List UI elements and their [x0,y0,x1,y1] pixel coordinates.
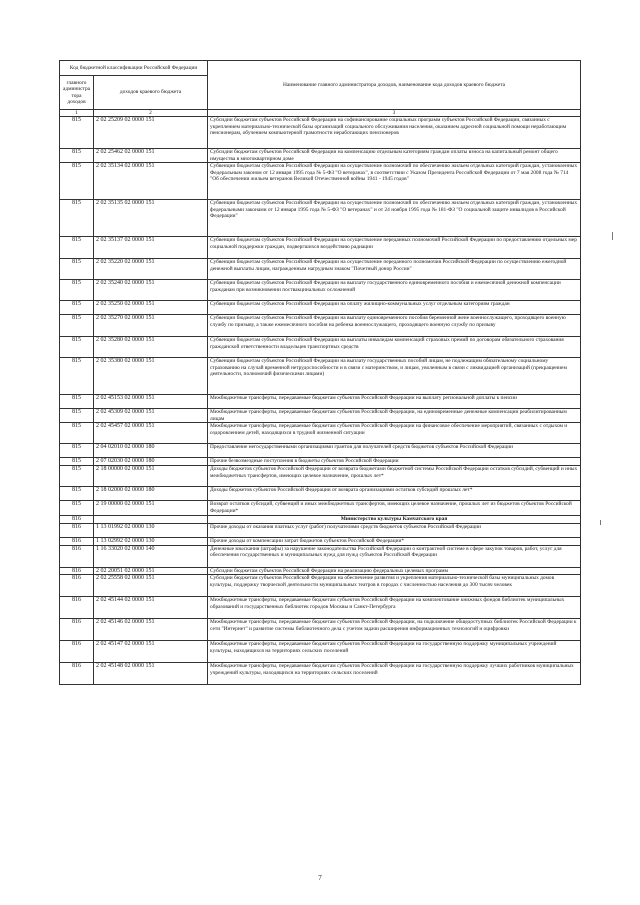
table-row [60,458,581,466]
revenue-code-cell: 2 04 02010 02 0000 180 [94,444,208,458]
admin-code-cell: 815 [60,465,94,486]
table-row [60,663,581,685]
revenue-name-cell: Субсидии бюджетам субъектов Российской Федерации на софинансирование социальных программ субъектов Российской Федерации, связанных с укреплением материально-технической базы организаций социального обслуживания населения, оказанием адресной социальной помощи неработающим пенсионерам, обучением компьютерной грамотности неработающих пенсионеров [208,117,581,149]
revenue-name-cell: Доходы бюджетов субъектов Российской Федерации от возврата организациями остатков субсидий прошлых лет* [208,486,581,500]
revenue-name-cell: Субсидии бюджетам субъектов Российской Федерации на обеспечение развития и укрепления материально-технической базы муниципальных домов культуры, поддержку творческой деятельности муниципальных театров в городах с численностью населения до 300 тысяч человек [208,575,581,597]
revenue-code-cell: 2 02 35280 02 0000 151 [94,337,208,358]
revenue-name-cell: Денежные взыскания (штрафы) за нарушение законодательства Российской Федерации о контрактной системе в сфере закупок товаров, работ, услуг для обеспечения государственных и муниципальных нужд для нужд субъектов Российской Федерации [208,545,581,567]
table-row [60,486,581,500]
column-index-2: 2 [94,110,208,117]
admin-code-cell: 815 [60,149,94,163]
table-row [60,163,581,200]
admin-column-header: главного администра тора доходов [60,76,94,110]
admin-code-cell: 816 [60,545,94,567]
admin-code-cell: 815 [60,117,94,149]
revenue-name-cell: Предоставление негосударственными организациями грантов для получателей средств бюджетов субъектов Российской Федерации [208,444,581,458]
table-row [60,515,581,523]
column-index-3: 3 [208,110,581,117]
table-row [60,259,581,280]
admin-code-cell: 815 [60,500,94,515]
admin-code-cell: 815 [60,486,94,500]
column-index-1: 1 [60,110,94,117]
revenue-code-cell: 1 13 01992 02 0000 130 [94,523,208,537]
revenue-code-cell: 2 19 00000 02 0000 151 [94,500,208,515]
admin-code-cell: 815 [60,458,94,466]
admin-code-cell: 816 [60,663,94,685]
revenue-code-cell: 2 02 20051 02 0000 151 [94,567,208,575]
name-column-header: Наименование главного администратора доходов, наименование кода доходов краевого бюджета [208,61,581,110]
revenue-name-cell: Субвенции бюджетам субъектов Российской Федерации на выплаты инвалидам компенсаций страховых премий по договорам обязательного страхования гражданской ответственности владельцев транспортных средств [208,337,581,358]
document-page [59,60,580,685]
revenue-code-cell: 2 02 45147 02 0000 151 [94,641,208,663]
revenue-name-cell: Межбюджетные трансферты, передаваемые бюджетам субъектов Российской Федерации на государственную поддержку муниципальных учреждений культуры, находящихся на территориях сельских поселений [208,641,581,663]
revenue-code-cell: 2 18 02000 02 0000 180 [94,486,208,500]
revenue-code-cell: 1 13 02992 02 0000 130 [94,537,208,545]
table-row [60,444,581,458]
table-row [60,200,581,237]
admin-code-cell: 815 [60,237,94,259]
revenue-code-cell: 2 02 25558 02 0000 151 [94,575,208,597]
table-row [60,500,581,515]
revenue-code-cell: 2 02 35240 02 0000 151 [94,280,208,301]
revenue-name-cell: Межбюджетные трансферты, передаваемые бюджетам субъектов Российской Федерации на финансовое обеспечение мероприятий, связанных с отдыхом и оздоровлением детей, находящихся в трудной жизненной ситуации [208,423,581,444]
table-row [60,619,581,641]
classification-header: Код бюджетной классификации Российской Федерации [60,61,208,76]
admin-code-cell: 815 [60,409,94,423]
scan-mark-right-lower [600,520,601,525]
table-row [60,567,581,575]
revenue-name-cell: Субвенции бюджетам субъектов Российской Федерации на осуществление полномочий по обеспечению жильем отдельных категорий граждан, установленных Федеральным законом от 12 января 1995 года № 5-ФЗ "О ветеранах", в соответствии с Указом Президента Российской Федерации от 7 мая 2008 года № 714 "Об обеспечении жильем ветеранов Великой Отечественной войны 1941 - 1945 годов" [208,163,581,200]
admin-code-cell: 815 [60,444,94,458]
revenue-name-cell: Субвенции бюджетам субъектов Российской Федерации на оплату жилищно-коммунальных услуг отдельным категориям граждан [208,301,581,315]
revenue-code-cell: 2 02 35137 02 0000 151 [94,237,208,259]
table-row [60,597,581,619]
scan-mark-right [612,232,613,240]
revenue-code-cell: 2 02 35134 02 0000 151 [94,163,208,200]
revenue-name-cell: Субвенции бюджетам субъектов Российской Федерации на осуществление переданных полномочий Российской Федерации по предоставлению отдельных мер социальной поддержки граждан, подвергшихся воздействию радиации [208,237,581,259]
table-row [60,337,581,358]
table-row [60,117,581,149]
revenue-name-cell: Субвенции бюджетам субъектов Российской Федерации на осуществление полномочий по обеспечению жильем отдельных категорий граждан, установленных федеральными законами от 12 января 1995 года № 5-ФЗ "О ветеранах" и от 24 ноября 1995 года № 181-ФЗ "О социальной защите инвалидов в Российской Федерации" [208,200,581,237]
admin-code-cell: 816 [60,515,94,523]
revenue-name-cell: Субвенции бюджетам субъектов Российской Федерации на осуществление переданного полномочия Российской Федерации по осуществлению ежегодной денежной выплаты лицам, награжденным нагрудным знаком "Почетный донор России" [208,259,581,280]
admin-code-cell: 815 [60,358,94,395]
admin-code-cell: 816 [60,597,94,619]
revenue-name-cell: Субвенции бюджетам субъектов Российской Федерации на выплату государственных пособий лицам, не подлежащим обязательному социальному страхованию на случай временной нетрудоспособности и в связи с материнством, и лицам, уволенным в связи с ликвидацией организаций (прекращением деятельности, полномочий физическими лицами) [208,358,581,395]
code-column-header: доходов краевого бюджета [94,76,208,110]
admin-code-cell: 816 [60,641,94,663]
admin-code-cell: 815 [60,315,94,337]
admin-code-cell: 815 [60,200,94,237]
revenue-name-cell: Субсидии бюджетам субъектов Российской Федерации на реализацию федеральных целевых программ [208,567,581,575]
revenue-name-cell: Межбюджетные трансферты, передаваемые бюджетам субъектов Российской Федерации на комплектование книжных фондов библиотек муниципальных образований и государственных библиотек городов Москвы и Санкт-Петербурга [208,597,581,619]
revenue-code-cell: 1 16 33020 02 0000 140 [94,545,208,567]
revenue-code-cell: 2 02 25209 02 0000 151 [94,117,208,149]
table-row [60,523,581,537]
revenue-code-cell: 2 07 02030 02 0000 180 [94,458,208,466]
admin-code-cell: 816 [60,567,94,575]
revenue-code-cell: 2 02 35135 02 0000 151 [94,200,208,237]
revenue-code-cell: 2 02 35270 02 0000 151 [94,315,208,337]
page-number: 7 [318,874,322,882]
table-row [60,641,581,663]
table-body [60,117,581,685]
table-row [60,149,581,163]
revenue-name-cell: Субвенции бюджетам субъектов Российской Федерации на выплату единовременного пособия беременной жене военнослужащего, проходящего военную службу по призыву, а также ежемесячного пособия на ребенка военнослужащего, проходящего военную службу по призыву [208,315,581,337]
revenue-name-cell: Межбюджетные трансферты, передаваемые бюджетам субъектов Российской Федерации на государственную поддержку лучших работников муниципальных учреждений культуры, находящихся на территориях сельских поселений [208,663,581,685]
revenue-code-cell: 2 02 35380 02 0000 151 [94,358,208,395]
admin-code-cell: 815 [60,395,94,409]
column-index-row [60,110,581,117]
revenue-name-cell: Прочие доходы от оказания платных услуг (работ) получателями средств бюджетов субъектов Российской Федерации [208,523,581,537]
revenue-code-cell: 2 02 45309 02 0000 151 [94,409,208,423]
revenue-name-cell: Межбюджетные трансферты, передаваемые бюджетам субъектов Российской Федерации на выплату региональной доплаты к пенсии [208,395,581,409]
revenue-name-cell: Субсидии бюджетам субъектов Российской Федерации на компенсацию отдельным категориям граждан оплаты взноса на капитальный ремонт общего имущества в многоквартирном доме [208,149,581,163]
table-row [60,395,581,409]
revenue-code-cell: 2 18 00000 02 0000 151 [94,465,208,486]
table-row [60,280,581,301]
admin-code-cell: 816 [60,537,94,545]
admin-code-cell: 815 [60,259,94,280]
revenue-code-cell: 2 02 45144 02 0000 151 [94,597,208,619]
admin-code-cell: 815 [60,163,94,200]
revenue-code-cell: 2 02 35250 02 0000 151 [94,301,208,315]
budget-classification-table [59,60,581,685]
table-row [60,575,581,597]
table-row [60,358,581,395]
revenue-code-cell: 2 02 45148 02 0000 151 [94,663,208,685]
table-row [60,301,581,315]
revenue-code-cell: 2 02 35220 02 0000 151 [94,259,208,280]
revenue-name-cell: Возврат остатков субсидий, субвенций и иных межбюджетных трансфертов, имеющих целевое назначение, прошлых лет из бюджетов субъектов Российской Федерации* [208,500,581,515]
table-row [60,423,581,444]
revenue-code-cell: 2 02 45146 02 0000 151 [94,619,208,641]
table-row [60,237,581,259]
admin-code-cell: 816 [60,619,94,641]
revenue-code-cell: 2 02 25462 02 0000 151 [94,149,208,163]
revenue-name-cell: Доходы бюджетов субъектов Российской Федерации от возврата бюджетами бюджетной системы Российской Федерации остатков субсидий, субвенций и иных межбюджетных трансфертов, имеющих целевое назначение, прошлых лет* [208,465,581,486]
revenue-name-cell: Прочие доходы от компенсации затрат бюджетов субъектов Российской Федерации* [208,537,581,545]
revenue-code-cell: 2 02 45457 02 0000 151 [94,423,208,444]
revenue-name-cell: Межбюджетные трансферты, передаваемые бюджетам субъектов Российской Федерации, на подключение общедоступных библиотек Российской Федерации к сети "Интернет" и развитие системы библиотечного дела с учетом задачи расширения информационных технологий и оцифровки [208,619,581,641]
revenue-code-cell: 2 02 45153 02 0000 151 [94,395,208,409]
admin-code-cell: 816 [60,575,94,597]
table-row [60,465,581,486]
revenue-name-cell: Субвенции бюджетам субъектов Российской Федерации на выплату государственного единовременного пособия и ежемесячной денежной компенсации гражданам при возникновении поствакцинальных осложнений [208,280,581,301]
table-row [60,409,581,423]
table-row [60,315,581,337]
table-row [60,545,581,567]
admin-code-cell: 815 [60,301,94,315]
section-heading-cell: Министерство культуры Камчатского края [208,515,581,523]
admin-code-cell: 815 [60,280,94,301]
admin-code-cell: 816 [60,523,94,537]
table-row [60,537,581,545]
admin-code-cell: 815 [60,423,94,444]
revenue-code-cell [94,515,208,523]
admin-code-cell: 815 [60,337,94,358]
revenue-name-cell: Прочие безвозмездные поступления в бюджеты субъектов Российской Федерации [208,458,581,466]
revenue-name-cell: Межбюджетные трансферты, передаваемые бюджетам субъектов Российской Федерации, на единовременные денежные компенсации реабилитированным лицам [208,409,581,423]
